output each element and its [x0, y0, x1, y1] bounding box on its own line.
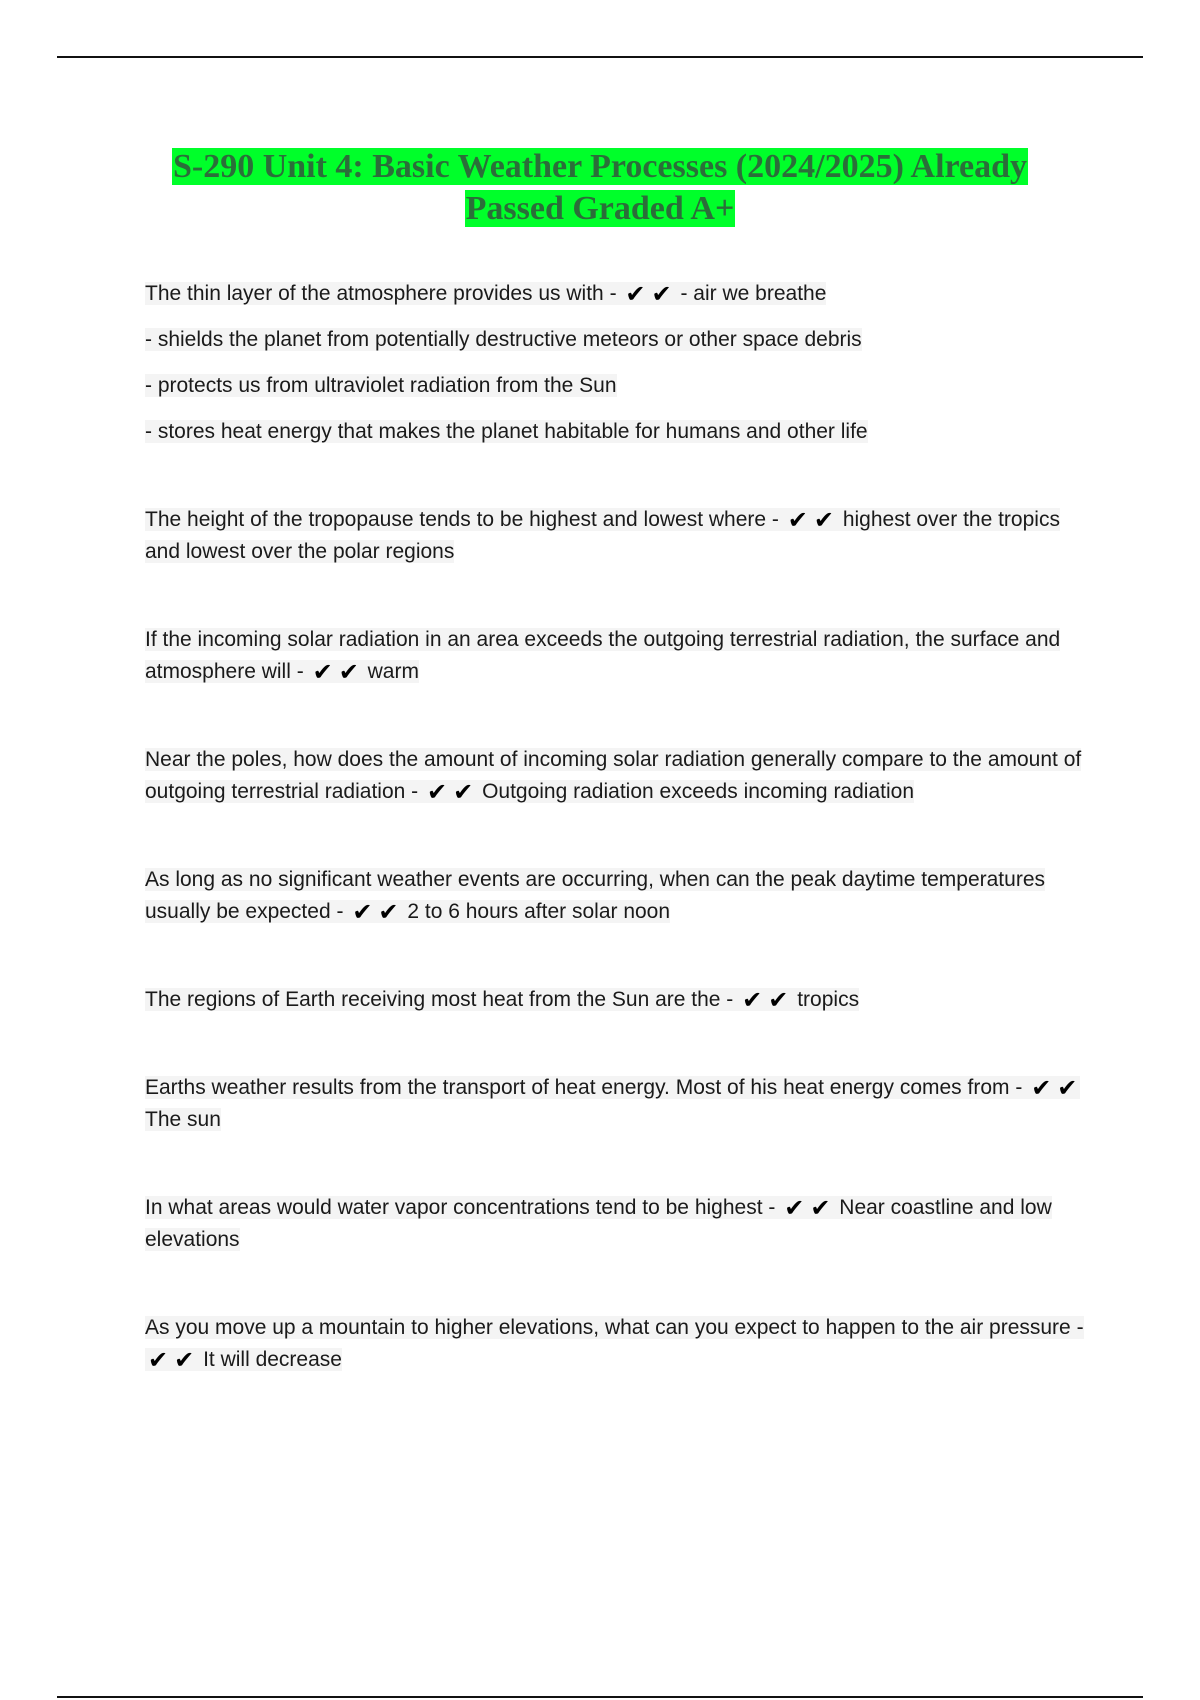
check-mark-icon: ✔ — [651, 280, 672, 308]
check-mark-icon: ✔ — [742, 986, 763, 1014]
qa-item — [145, 744, 1085, 808]
answer-text: Near coastline and low elevations — [145, 1196, 1052, 1251]
check-mark-icon: ✔ — [625, 280, 646, 308]
page-title-text: S-290 Unit 4: Basic Weather Processes (2024/2025) Already Passed Graded A+ — [172, 148, 1028, 227]
question-text: The height of the tropopause tends to be highest and lowest where - — [145, 508, 779, 531]
top-divider — [57, 56, 1143, 58]
question-text: In what areas would water vapor concentrations tend to be highest - — [145, 1196, 776, 1219]
qa-item — [145, 624, 1085, 688]
check-mark-icon: ✔ — [787, 506, 808, 534]
check-mark-icon: ✔ — [174, 1346, 195, 1374]
check-mark-icon: ✔ — [338, 658, 359, 686]
question-text: Near the poles, how does the amount of incoming solar radiation generally compare to the amount of outgoing terrestrial radiation - — [145, 748, 1082, 803]
intro-bullet: - shields the planet from potentially destructive meteors or other space debris — [145, 328, 862, 351]
check-mark-icon: ✔ — [784, 1194, 805, 1222]
check-mark-icon: ✔ — [1057, 1074, 1078, 1102]
qa-item — [145, 1192, 1085, 1256]
answer-text: It will decrease — [203, 1348, 342, 1371]
question-text: The regions of Earth receiving most heat from the Sun are the - — [145, 988, 734, 1011]
qa-item — [145, 984, 1085, 1016]
check-mark-icon: ✔ — [378, 898, 399, 926]
intro-item — [145, 278, 1085, 310]
qa-item — [145, 1072, 1085, 1136]
question-text: If the incoming solar radiation in an area exceeds the outgoing terrestrial radiation, the surface and atmosphere will - — [145, 628, 1061, 683]
check-mark-icon: ✔ — [1031, 1074, 1052, 1102]
intro-bullet: - protects us from ultraviolet radiation from the Sun — [145, 374, 617, 397]
answer-text: tropics — [797, 988, 860, 1011]
qa-item — [145, 1312, 1085, 1376]
check-mark-icon: ✔ — [810, 1194, 831, 1222]
question-text: As long as no significant weather events are occurring, when can the peak daytime temperatures usually be expected - — [145, 868, 1045, 923]
check-mark-icon: ✔ — [352, 898, 373, 926]
intro-bullet: - stores heat energy that makes the planet habitable for humans and other life — [145, 420, 868, 443]
answer-text: 2 to 6 hours after solar noon — [407, 900, 671, 923]
answer-text: The sun — [145, 1108, 221, 1131]
qa-content — [145, 278, 1085, 1376]
check-mark-icon: ✔ — [768, 986, 789, 1014]
check-mark-icon: ✔ — [148, 1346, 169, 1374]
question-text: Earths weather results from the transport of heat energy. Most of his heat energy comes from - — [145, 1076, 1023, 1099]
check-mark-icon: ✔ — [453, 778, 474, 806]
check-mark-icon: ✔ — [312, 658, 333, 686]
answer-text: highest over the tropics and lowest over the polar regions — [145, 508, 1060, 563]
answer-text: Outgoing radiation exceeds incoming radiation — [482, 780, 914, 803]
answer-text: - air we breathe — [680, 282, 827, 305]
check-mark-icon: ✔ — [427, 778, 448, 806]
answer-text: warm — [367, 660, 419, 683]
qa-item — [145, 504, 1085, 568]
page-title — [120, 146, 1080, 230]
qa-item — [145, 864, 1085, 928]
question-text: The thin layer of the atmosphere provides us with - — [145, 282, 617, 305]
bottom-divider — [57, 1696, 1143, 1698]
check-mark-icon: ✔ — [813, 506, 834, 534]
question-text: As you move up a mountain to higher elevations, what can you expect to happen to the air pressure - — [145, 1316, 1084, 1339]
